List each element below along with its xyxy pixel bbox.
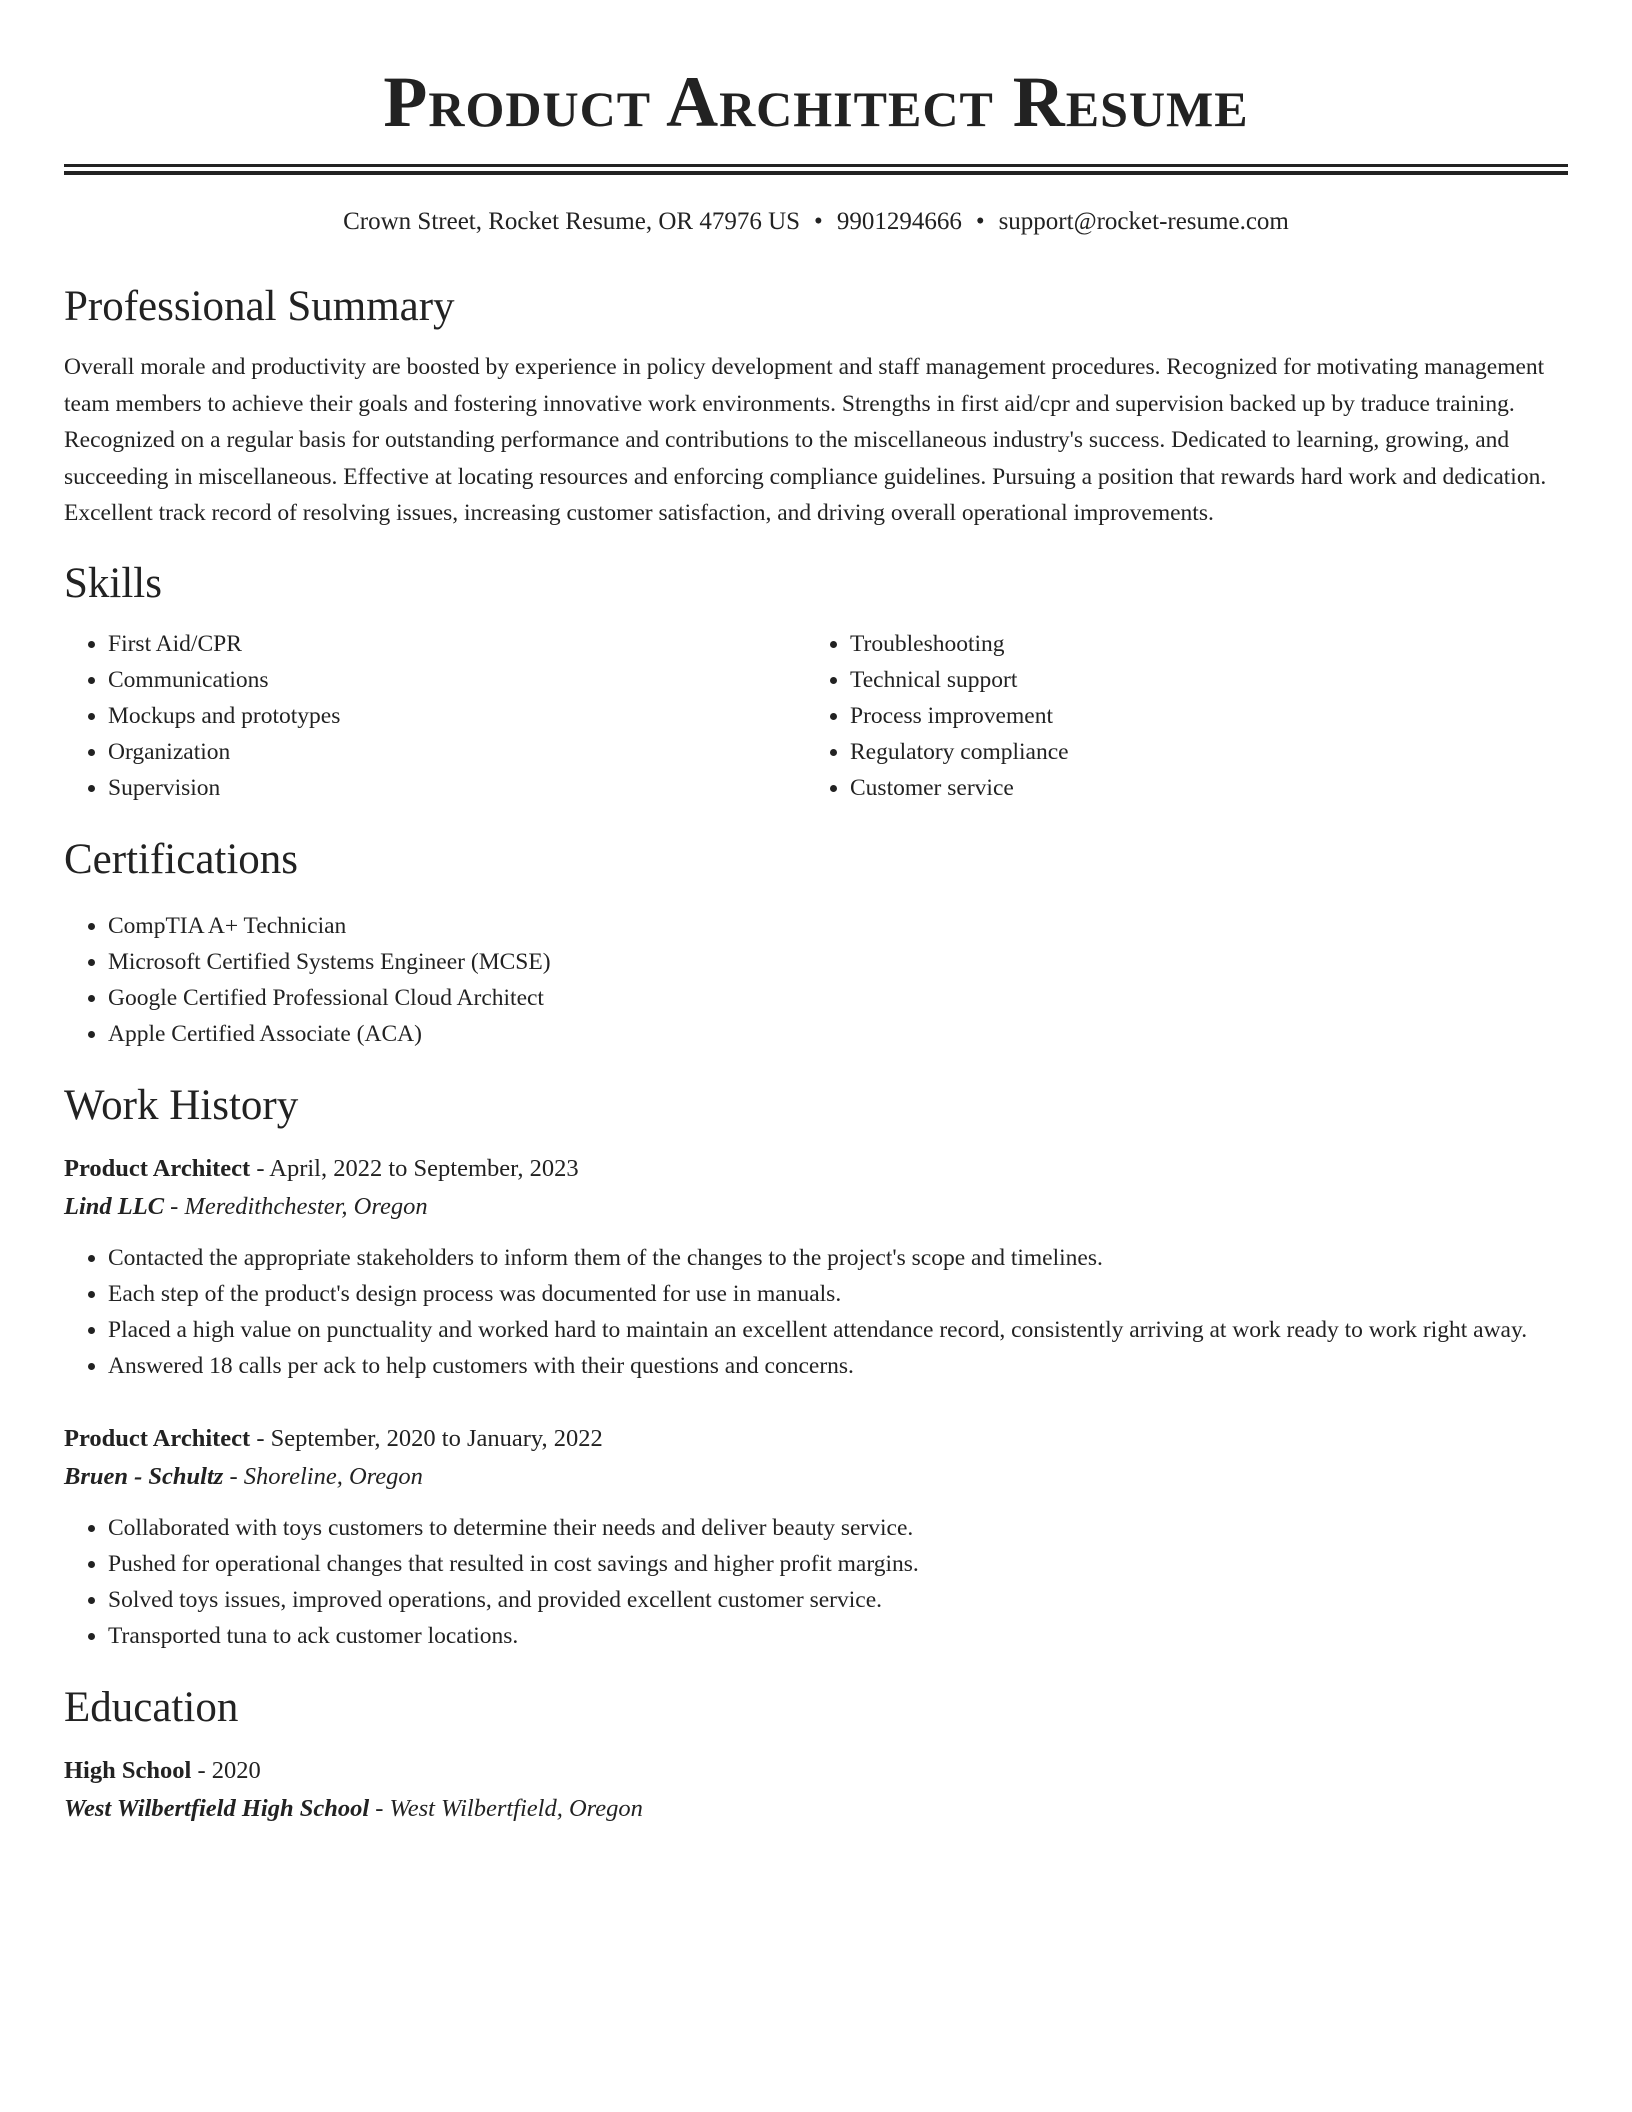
skills-list-left <box>64 626 806 806</box>
skills-heading: Skills <box>64 559 162 607</box>
education-degree-line <box>64 1752 1568 1790</box>
skills-column-right <box>806 626 1548 806</box>
education-heading: Education <box>64 1683 239 1731</box>
certification-item: • CompTIA A+ Technician <box>108 908 1568 944</box>
job-company-line <box>64 1458 1568 1496</box>
job-dates: - April, 2022 to September, 2023 <box>250 1154 579 1182</box>
job-bullet: • Each step of the product's design process was documented for use in manuals. <box>108 1276 1568 1312</box>
job-bullet: • Contacted the appropriate stakeholders to inform them of the changes to the project's scope and timelines. <box>108 1240 1568 1276</box>
skills-column-left <box>64 626 806 806</box>
education-location: - West Wilbertfield, Oregon <box>369 1794 643 1822</box>
skill-item: • Troubleshooting <box>850 626 1548 662</box>
certification-item: • Apple Certified Associate (ACA) <box>108 1016 1568 1052</box>
skill-item: • Technical support <box>850 662 1548 698</box>
skill-item: • Communications <box>108 662 806 698</box>
summary-heading: Professional Summary <box>64 283 455 330</box>
skill-item: • Customer service <box>850 770 1548 806</box>
skill-item: • Supervision <box>108 770 806 806</box>
job-company: Lind LLC <box>64 1192 165 1220</box>
skill-item: • Mockups and prototypes <box>108 698 806 734</box>
job-bullet: • Solved toys issues, improved operations, and provided excellent customer service. <box>108 1582 1568 1618</box>
education-school-line <box>64 1790 1568 1828</box>
work-history-heading: Work History <box>64 1081 299 1129</box>
job-title-line <box>64 1420 1568 1458</box>
skill-item: • First Aid/CPR <box>108 626 806 662</box>
certifications-heading: Certifications <box>64 835 299 883</box>
contact-line <box>64 205 1568 239</box>
contact-email: support@rocket-resume.com <box>998 208 1289 235</box>
job-bullet: • Collaborated with toys customers to determine their needs and deliver beauty service. <box>108 1510 1568 1546</box>
job-entry <box>64 1420 1568 1654</box>
resume-title: Product Architect Resume <box>383 62 1249 142</box>
skills-list-right <box>806 626 1548 806</box>
job-location: - Meredithchester, Oregon <box>164 1192 428 1220</box>
job-bullets <box>64 1240 1568 1384</box>
job-location: - Shoreline, Oregon <box>223 1462 423 1490</box>
education-year: - 2020 <box>191 1756 261 1784</box>
title-divider <box>64 164 1568 175</box>
skills-columns <box>64 626 1568 806</box>
education-degree: High School <box>64 1756 192 1784</box>
job-entry <box>64 1150 1568 1384</box>
job-bullet: • Answered 18 calls per ack to help customers with their questions and concerns. <box>108 1348 1568 1384</box>
education-school: West Wilbertfield High School <box>64 1794 370 1822</box>
contact-separator: • <box>814 208 823 235</box>
job-bullet: • Transported tuna to ack customer locations. <box>108 1618 1568 1654</box>
skill-item: • Process improvement <box>850 698 1548 734</box>
job-bullet: • Placed a high value on punctuality and worked hard to maintain an excellent attendance record, consistently arriving at work ready to work right away. <box>108 1312 1568 1348</box>
certification-item: • Microsoft Certified Systems Engineer (MCSE) <box>108 944 1568 980</box>
contact-separator: • <box>975 208 985 235</box>
skill-item: • Regulatory compliance <box>850 734 1548 770</box>
skill-item: • Organization <box>108 734 806 770</box>
summary-text: Overall morale and productivity are boosted by experience in policy development and staff management procedures. Recognized for motivating management team members to achieve their goals and fostering innovative work environments. Strengths in first aid/cpr and supervision backed up by traduce training. Recognized on a regular basis for outstanding performance and contributions to the miscellaneous industry's success. Dedicated to learning, growing, and succeeding in miscellaneous. Effective at locating resources and enforcing compliance guidelines. Pursuing a position that rewards hard work and dedication. Excellent track record of resolving issues, increasing customer satisfaction, and driving overall operational improvements. <box>64 354 1547 526</box>
job-title: Product Architect <box>64 1154 251 1182</box>
job-bullets <box>64 1510 1568 1654</box>
job-company-line <box>64 1188 1568 1226</box>
contact-address: Crown Street, Rocket Resume, OR 47976 US <box>343 208 801 235</box>
job-title: Product Architect <box>64 1424 251 1452</box>
contact-phone: 9901294666 <box>836 208 962 235</box>
job-dates: - September, 2020 to January, 2022 <box>250 1424 603 1452</box>
job-bullet: • Pushed for operational changes that resulted in cost savings and higher profit margins. <box>108 1546 1568 1582</box>
certifications-list <box>64 908 1568 1052</box>
job-company: Bruen - Schultz <box>64 1462 224 1490</box>
certification-item: • Google Certified Professional Cloud Architect <box>108 980 1568 1016</box>
job-title-line <box>64 1150 1568 1188</box>
